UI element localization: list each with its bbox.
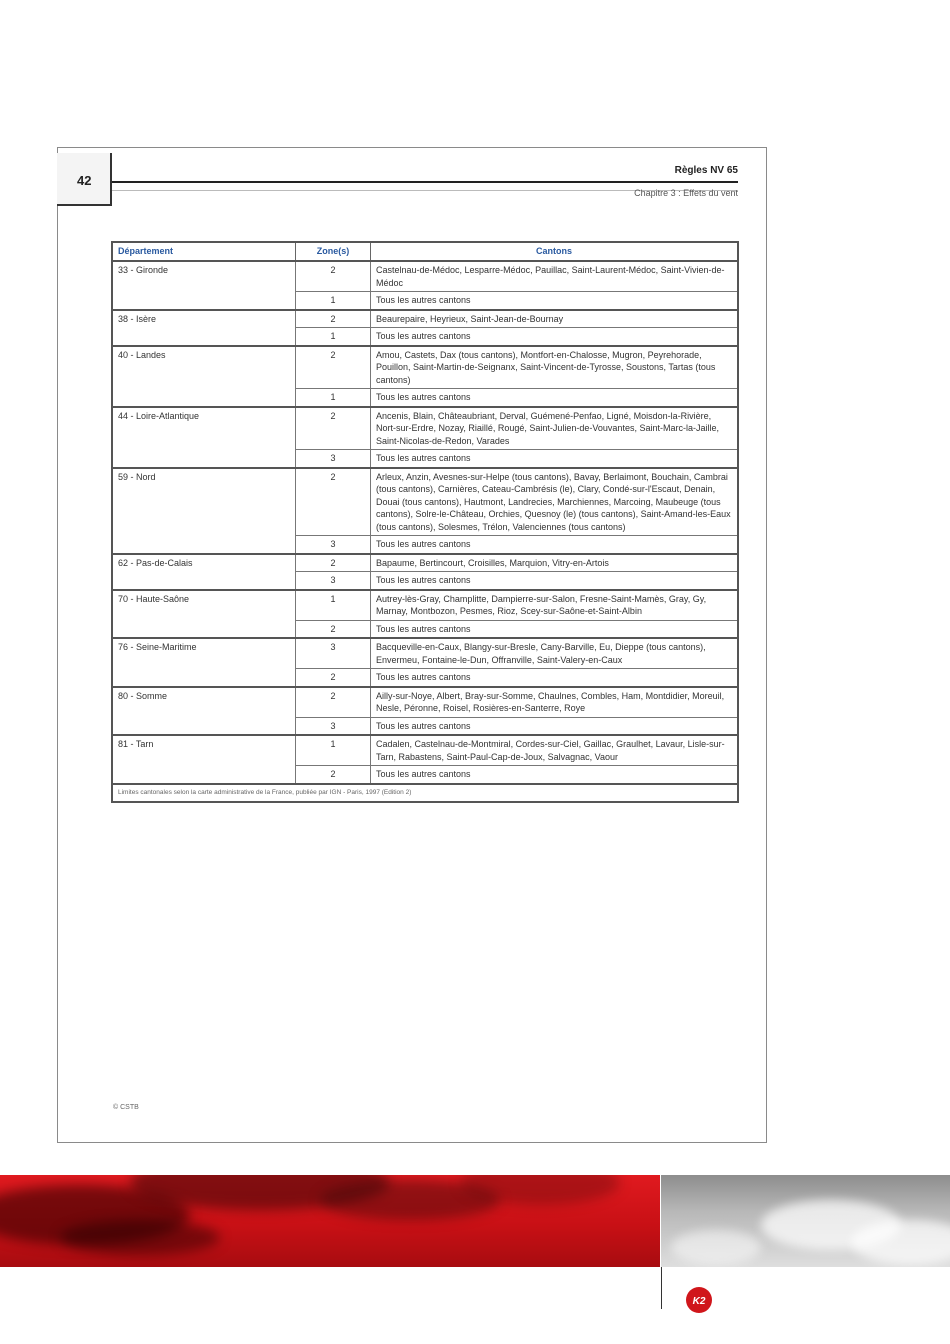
zone-cell: 2: [296, 669, 371, 687]
cantons-cell: Tous les autres cantons: [371, 328, 739, 346]
zone-cell: 2: [296, 766, 371, 784]
department-cell: 38 - Isère: [112, 310, 296, 346]
department-cell: 59 - Nord: [112, 468, 296, 554]
zone-cell: 1: [296, 590, 371, 621]
page-number: 42: [77, 173, 92, 188]
wind-zone-table: [111, 241, 739, 803]
header-departement: Département: [112, 242, 296, 261]
cantons-cell: Tous les autres cantons: [371, 389, 739, 407]
zone-cell: 2: [296, 346, 371, 389]
table-row: [112, 407, 738, 450]
cantons-cell: Ailly-sur-Noye, Albert, Bray-sur-Somme, Chaulnes, Combles, Ham, Montdidier, Moreuil, Nesle, Péronne, Roisel, Rosières-en-Santerre, Roye: [371, 687, 739, 718]
table-note: Limites cantonales selon la carte administrative de la France, publiée par IGN - Paris, 1997 (Edition 2): [112, 784, 738, 803]
gray-cloud-banner: [661, 1175, 950, 1267]
table-row: [112, 735, 738, 766]
department-cell: 76 - Seine-Maritime: [112, 638, 296, 687]
zone-cell: 2: [296, 468, 371, 536]
cantons-cell: Bapaume, Bertincourt, Croisilles, Marquion, Vitry-en-Artois: [371, 554, 739, 572]
department-cell: 81 - Tarn: [112, 735, 296, 784]
cantons-cell: Tous les autres cantons: [371, 536, 739, 554]
zone-cell: 1: [296, 328, 371, 346]
cloud-shape: [851, 1220, 950, 1265]
department-cell: 44 - Loire-Atlantique: [112, 407, 296, 468]
zone-cell: 3: [296, 572, 371, 590]
cantons-cell: Ancenis, Blain, Châteaubriant, Derval, Guémené-Penfao, Ligné, Moisdon-la-Rivière, Nort-sur-Erdre, Nozay, Riaillé, Rougé, Saint-Julien-de-Vouvantes, Saint-Marc-la-Jaille, Saint-Nicolas-de-Redon, Varades: [371, 407, 739, 450]
zone-cell: 3: [296, 638, 371, 669]
cantons-cell: Tous les autres cantons: [371, 766, 739, 784]
table-row: [112, 590, 738, 621]
department-cell: 62 - Pas-de-Calais: [112, 554, 296, 590]
table-row: [112, 687, 738, 718]
cantons-cell: Tous les autres cantons: [371, 669, 739, 687]
k2-logo-text: K2: [692, 1296, 706, 1307]
wind-zone-table-container: [111, 241, 739, 803]
copyright: © CSTB: [113, 1104, 139, 1111]
cantons-cell: Beaurepaire, Heyrieux, Saint-Jean-de-Bournay: [371, 310, 739, 328]
table-header-row: [112, 242, 738, 261]
document-title: Règles NV 65: [674, 165, 738, 176]
table-row: [112, 638, 738, 669]
zone-cell: 2: [296, 620, 371, 638]
zone-cell: 2: [296, 261, 371, 292]
table-row: [112, 310, 738, 328]
table-row: [112, 346, 738, 389]
zone-cell: 1: [296, 389, 371, 407]
zone-cell: 2: [296, 687, 371, 718]
smoke-shape: [60, 1220, 220, 1255]
cantons-cell: Tous les autres cantons: [371, 450, 739, 468]
department-cell: 33 - Gironde: [112, 261, 296, 310]
zone-cell: 3: [296, 450, 371, 468]
cloud-shape: [671, 1230, 761, 1265]
zone-cell: 1: [296, 292, 371, 310]
cantons-cell: Amou, Castets, Dax (tous cantons), Montfort-en-Chalosse, Mugron, Peyrehorade, Pouillon, Saint-Martin-de-Seignanx, Saint-Vincent-de-Tyrosse, Soustons, Tartas (tous cantons): [371, 346, 739, 389]
red-smoke-banner: [0, 1175, 660, 1267]
table-row: [112, 468, 738, 536]
department-cell: 80 - Somme: [112, 687, 296, 736]
cantons-cell: Cadalen, Castelnau-de-Montmiral, Cordes-sur-Ciel, Gaillac, Graulhet, Lavaur, Lisle-sur-Tarn, Rabastens, Saint-Paul-Cap-de-Joux, Salvagnac, Vaour: [371, 735, 739, 766]
zone-cell: 3: [296, 536, 371, 554]
table-row: [112, 261, 738, 292]
page-number-tab: [57, 153, 112, 206]
cantons-cell: Castelnau-de-Médoc, Lesparre-Médoc, Pauillac, Saint-Laurent-Médoc, Saint-Vivien-de-Médoc: [371, 261, 739, 292]
department-cell: 70 - Haute-Saône: [112, 590, 296, 639]
zone-cell: 1: [296, 735, 371, 766]
cantons-cell: Arleux, Anzin, Avesnes-sur-Helpe (tous cantons), Bavay, Berlaimont, Bouchain, Cambrai (tous cantons), Carnières, Cateau-Cambrésis (le), Clary, Condé-sur-l'Escaut, Denain, Douai (tous cantons), Hautmont, Landrecies, Marchiennes, Marcoing, Maubeuge (tous cantons), Solre-le-Château, Orchies, Quesnoy (le) (tous cantons), Saint-Amand-les-Eaux (tous cantons), Solesmes, Trélon, Valenciennes (tous cantons): [371, 468, 739, 536]
cantons-cell: Tous les autres cantons: [371, 717, 739, 735]
table-note-row: [112, 784, 738, 803]
chapter-title: Chapitre 3 : Effets du vent: [634, 188, 738, 198]
zone-cell: 3: [296, 717, 371, 735]
table-row: [112, 554, 738, 572]
department-cell: 40 - Landes: [112, 346, 296, 407]
zone-cell: 2: [296, 310, 371, 328]
zone-cell: 2: [296, 407, 371, 450]
cantons-cell: Bacqueville-en-Caux, Blangy-sur-Bresle, Cany-Barville, Eu, Dieppe (tous cantons), Envermeu, Fontaine-le-Dun, Offranville, Saint-Valery-en-Caux: [371, 638, 739, 669]
header-cantons: Cantons: [371, 242, 739, 261]
cantons-cell: Tous les autres cantons: [371, 572, 739, 590]
table-body: [112, 261, 738, 802]
cantons-cell: Tous les autres cantons: [371, 292, 739, 310]
cantons-cell: Autrey-lès-Gray, Champlitte, Dampierre-sur-Salon, Fresne-Saint-Mamès, Gray, Gy, Marnay, Montbozon, Pesmes, Rioz, Scey-sur-Saône-et-Saint-Albin: [371, 590, 739, 621]
header-zones: Zone(s): [296, 242, 371, 261]
footer-divider: [661, 1267, 662, 1309]
zone-cell: 2: [296, 554, 371, 572]
k2-logo-icon: [685, 1286, 713, 1314]
cantons-cell: Tous les autres cantons: [371, 620, 739, 638]
header-rule: [112, 181, 738, 183]
